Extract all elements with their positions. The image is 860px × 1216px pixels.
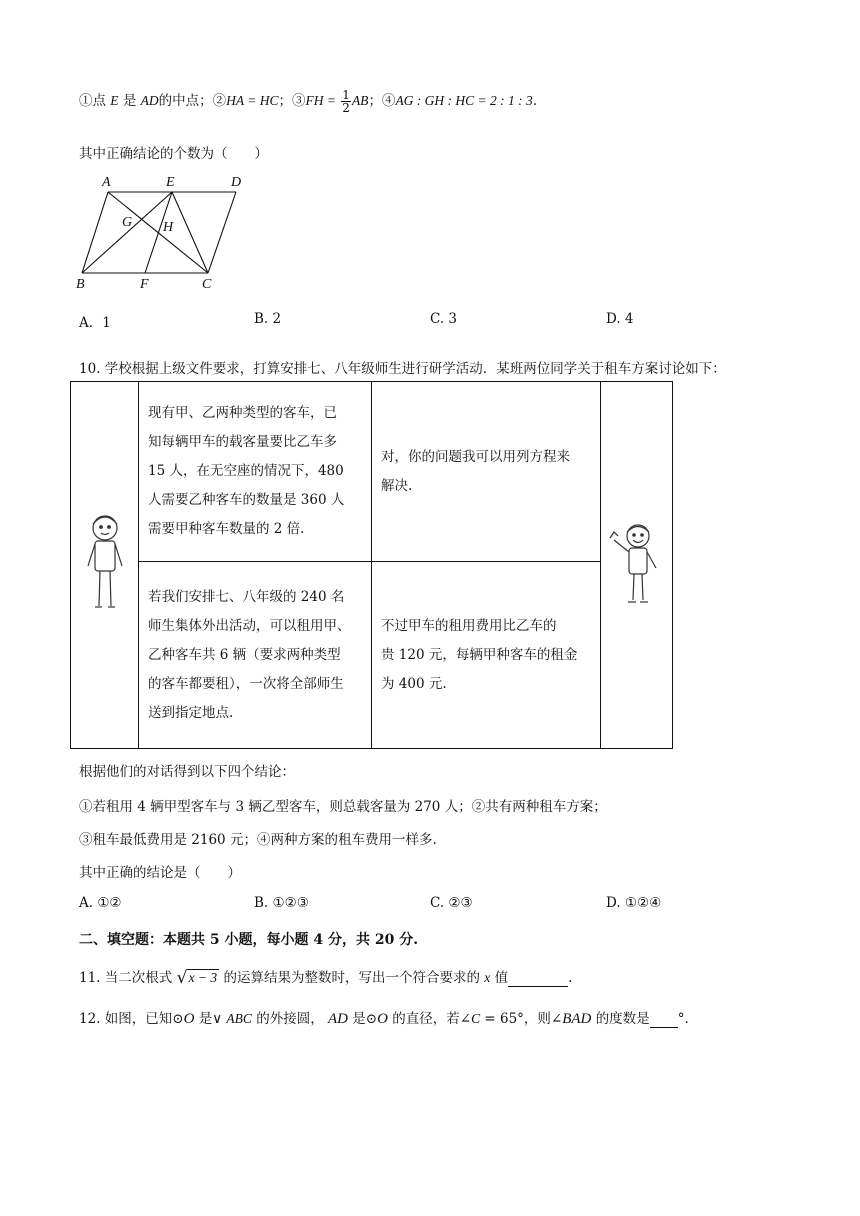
q11 [79,966,572,987]
q10-option-b: B. ①②③ [254,895,309,911]
right-top-line-2: 解决. [381,477,413,494]
left-bottom-line-3: 乙种客车共 6 辆（要求两种类型 [148,646,341,663]
label-E: E [166,175,175,190]
q12-ad: AD [328,1011,348,1027]
q9-option-a: A．1 [79,315,111,331]
q11-radicand: x − 3 [188,970,218,985]
q9-option-c: C. 3 [430,311,458,327]
radical-sign-icon: √ [176,968,188,988]
q10-option-d: D. ①②④ [606,895,662,911]
q12-p1: 12. 如图，已知⊙ [79,1011,184,1027]
q12-p7: 的度数是 [595,1011,650,1027]
right-top-line-1: 对，你的问题我可以用列方程来 [381,448,570,465]
q12 [79,1007,689,1028]
q11-var: x [484,970,491,985]
student-right-icon [608,518,666,608]
q9-c4-suffix: . [532,93,538,109]
q12-bad: BAD [562,1011,592,1027]
q9-parallelogram-figure [74,170,254,295]
segment-DC [208,192,236,273]
q12-p3: 的外接圆， [256,1011,324,1027]
right-bottom-line-2: 贵 120 元，每辆甲种客车的租金 [381,646,578,663]
label-F: F [140,277,149,292]
q9-c1-suffix: 的中点；② [158,93,227,109]
q10-option-a: A. ①② [79,895,122,911]
left-top-line-1: 现有甲、乙两种类型的客车，已 [148,405,337,421]
label-B: B [76,277,85,292]
q9-c1-mid: 是 [122,93,137,109]
left-top-speech [139,382,372,562]
q9-c3-fraction [341,89,351,114]
right-bottom-line-1: 不过甲车的租用费用比乙车的 [381,617,557,634]
q9-option-b: B. 2 [254,311,282,327]
q10-dialog-table [70,381,673,749]
q12-p4: 是⊙ [352,1011,378,1027]
q9-c1-var2: AD [140,93,159,108]
q9-c2-expr: HA = HC [226,93,279,108]
q9-c1-prefix: ①点 [79,93,106,109]
q9-conclusions [79,88,537,114]
q12-end: °. [677,1011,689,1027]
q9-option-d: D. 4 [606,311,634,327]
label-H: H [163,220,174,235]
label-C: C [202,277,212,292]
left-top-line-3: 15 人，在无空座的情况下，480 [148,463,344,479]
q12-p6: = 65°，则∠ [484,1011,563,1027]
q10-conclusion-line-1: ①若租用 4 辆甲型客车与 3 辆乙型客车，则总载客量为 270 人；②共有两种租车方案； [79,799,607,815]
student-left-cell [71,382,139,749]
student-left-icon [80,508,130,618]
q9-prompt: 其中正确结论的个数为（ ） [79,146,268,162]
right-bottom-line-3: 为 400 元. [381,675,447,692]
q11-sqrt [177,970,220,986]
left-bottom-line-1: 若我们安排七、八年级的 240 名 [148,588,345,605]
q11-end: . [568,970,573,986]
q10-option-c: C. ②③ [430,895,473,911]
q9-c1-var1: E [110,93,119,108]
q11-answer-blank[interactable] [508,970,568,987]
q12-o1: O [183,1011,195,1027]
q9-c3-lhs: FH = [305,93,336,108]
q10-conclusion-line-2: ③租车最低费用是 2160 元；④两种方案的租车费用一样多. [79,832,437,848]
q12-c: C [471,1011,481,1026]
q9-c3-prefix: ；③ [278,93,306,109]
q9-c4-prefix: ；④ [368,93,396,109]
left-bottom-speech [139,562,372,749]
q10-prompt: 其中正确的结论是（ ） [79,865,241,881]
q12-p5: 的直径，若∠ [392,1011,472,1027]
left-top-line-5: 需要甲种客车数量的 2 倍. [148,521,305,537]
right-top-speech [372,382,601,562]
q12-o2: O [377,1011,388,1027]
q11-suffix: 的运算结果为整数时，写出一个符合要求的 [223,970,480,986]
right-bottom-speech [372,562,601,749]
left-bottom-line-4: 的客车都要租），一次将全部师生 [148,675,344,692]
q9-c3-numerator: 1 [342,88,350,102]
q9-c4-expr: AG : GH : HC = 2 : 1 : 3 [395,93,533,108]
q10-after-text: 根据他们的对话得到以下四个结论： [79,764,295,780]
label-A: A [102,175,111,190]
q9-c3-rhs: AB [351,93,369,108]
student-right-cell [601,382,673,749]
left-bottom-line-5: 送到指定地点. [148,704,234,721]
q12-p2: 是∨ [198,1011,223,1027]
q12-abc: ABC [226,1011,252,1026]
label-D: D [231,175,242,190]
q12-answer-blank[interactable] [650,1011,678,1028]
q11-prefix: 11. 当二次根式 [79,970,173,986]
left-top-line-4: 人需要乙种客车的数量是 360 人 [148,492,345,508]
q9-c3-denominator: 2 [342,101,350,115]
section2-title: 二、填空题：本题共 5 小题，每小题 4 分，共 20 分. [79,932,419,948]
q11-tail: 值 [494,970,509,986]
label-G: G [122,215,133,230]
left-bottom-line-2: 师生集体外出活动，可以租用甲、 [148,617,351,634]
segment-EC [172,192,208,273]
left-top-line-2: 知每辆甲车的载客量要比乙车多 [148,434,337,450]
q10-stem: 10. 学校根据上级文件要求，打算安排七、八年级师生进行研学活动．某班两位同学关于租车方案讨论如下： [79,361,726,377]
